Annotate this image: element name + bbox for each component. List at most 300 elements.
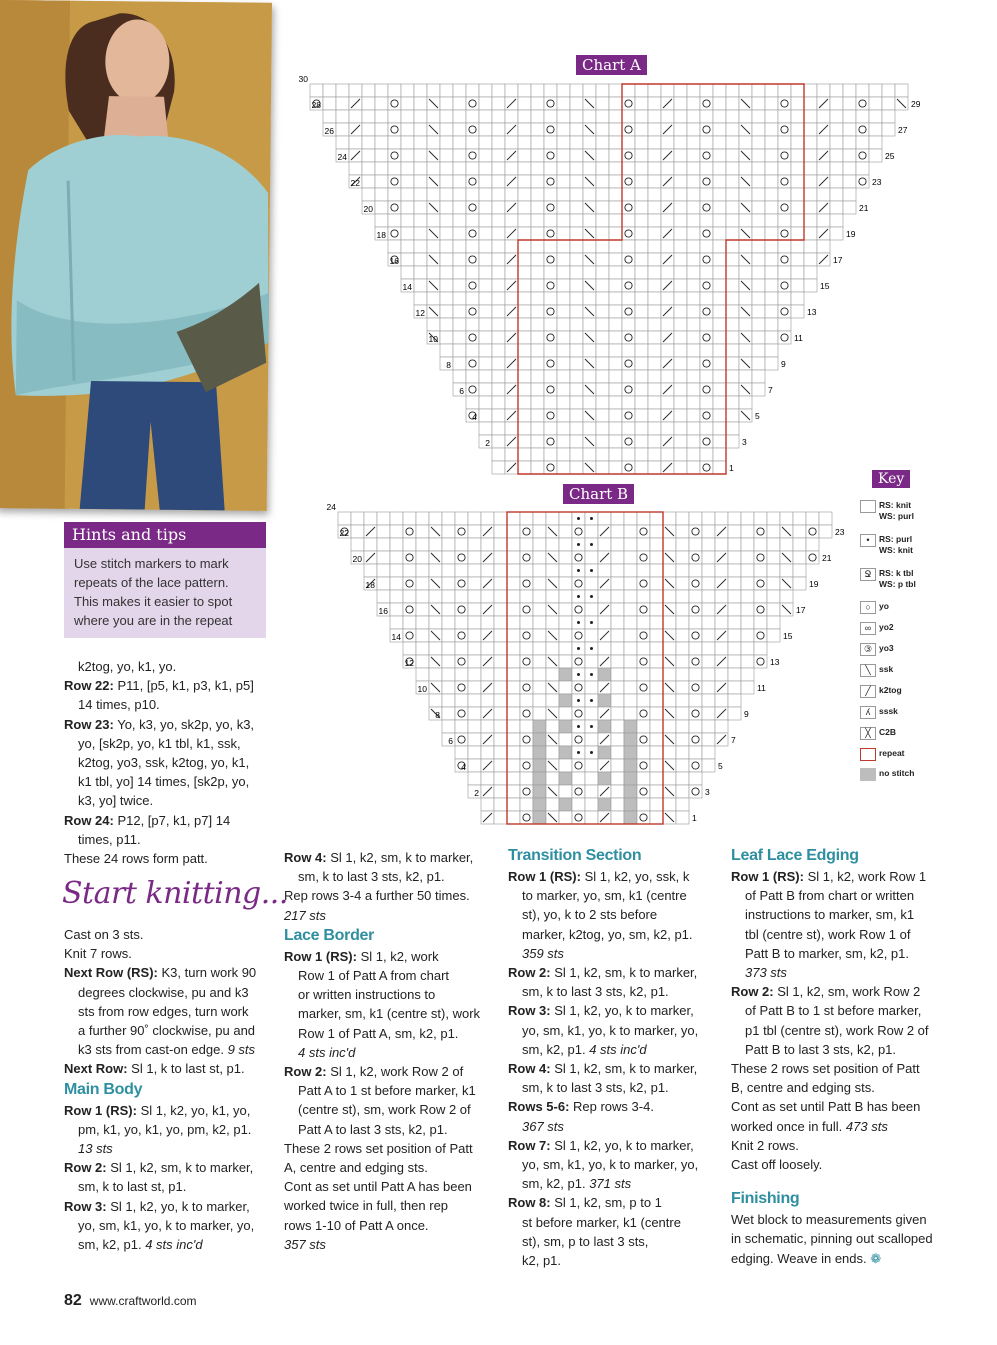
chart-cell: [507, 681, 520, 694]
chart-cell: [635, 214, 648, 227]
chart-cell: [767, 616, 780, 629]
chart-cell: [544, 370, 557, 383]
chart-cell: [583, 240, 596, 253]
text-line: worked twice in full, then rep: [284, 1198, 449, 1214]
chart-cell: [663, 538, 676, 551]
chart-cell: [689, 655, 702, 668]
chart-cell: [819, 512, 832, 525]
chart-cell: [416, 603, 429, 616]
chart-cell: [752, 357, 765, 370]
chart-cell: [598, 616, 611, 629]
chart-cell: [765, 214, 778, 227]
chart-cell: [507, 746, 520, 759]
chart-cell: [479, 175, 492, 188]
text-line: tbl (centre st), work Row 1 of: [745, 926, 911, 942]
chart-cell: [843, 149, 856, 162]
chart-cell: [390, 538, 403, 551]
chart-cell: [494, 668, 507, 681]
chart-cell: [609, 149, 622, 162]
chart-cell: [570, 123, 583, 136]
chart-cell: [648, 461, 661, 474]
chart-cell: [728, 603, 741, 616]
chart-cell: [713, 123, 726, 136]
row-number: 24: [326, 502, 336, 512]
chart-cell: [752, 331, 765, 344]
chart-cell: [700, 448, 713, 461]
row-number: 16: [378, 606, 388, 616]
row-label: Next Row:: [64, 1061, 128, 1077]
chart-cell: [388, 97, 401, 110]
chart-cell: [466, 227, 479, 240]
row-label: Row 22:: [64, 678, 114, 694]
chart-cell: [661, 448, 674, 461]
chart-cell: [559, 603, 572, 616]
chart-cell: [440, 97, 453, 110]
chart-cell: [754, 603, 767, 616]
chart-cell: [676, 629, 689, 642]
yarn-ball-icon: ❁: [870, 1250, 882, 1266]
chart-cell: [778, 84, 791, 97]
chart-cell: [507, 538, 520, 551]
chart-cell: [442, 603, 455, 616]
chart-cell: [401, 162, 414, 175]
chart-cell: [804, 136, 817, 149]
chart-cell: [830, 227, 843, 240]
chart-cell: [726, 227, 739, 240]
chart-cell: [596, 383, 609, 396]
row-number: 1: [692, 813, 697, 823]
chart-cell: [687, 123, 700, 136]
row-number: 23: [872, 177, 882, 187]
chart-cell: [414, 110, 427, 123]
chart-cell: [726, 97, 739, 110]
chart-cell: [375, 123, 388, 136]
chart-cell: [494, 759, 507, 772]
chart-cell: [635, 240, 648, 253]
chart-cell: [830, 175, 843, 188]
chart-cell: [726, 305, 739, 318]
chart-cell: [559, 564, 572, 577]
chart-cell: [754, 564, 767, 577]
chart-cell: [453, 84, 466, 97]
chart-cell: [518, 110, 531, 123]
chart-cell: [856, 162, 869, 175]
chart-cell: [544, 435, 557, 448]
chart-cell: [440, 149, 453, 162]
hints-title: Hints and tips: [64, 522, 266, 548]
chart-cell: [492, 318, 505, 331]
chart-cell: [676, 616, 689, 629]
chart-cell: [648, 318, 661, 331]
chart-cell: [687, 292, 700, 305]
row-number: 22: [339, 528, 349, 538]
chart-cell: [687, 435, 700, 448]
chart-cell: [676, 798, 689, 811]
chart-cell: [663, 746, 676, 759]
chart-cell: [687, 253, 700, 266]
chart-cell: [624, 551, 637, 564]
chart-cell: [507, 564, 520, 577]
chart-cell: [466, 149, 479, 162]
chart-cell: [585, 629, 598, 642]
chart-cell: [570, 279, 583, 292]
chart-cell: [648, 279, 661, 292]
chart-cell: [310, 84, 323, 97]
chart-cell: [336, 84, 349, 97]
chart-cell: [440, 136, 453, 149]
text-line: or written instructions to: [298, 987, 436, 1003]
chart-cell: [791, 84, 804, 97]
chart-cell: [403, 590, 416, 603]
chart-cell: [648, 201, 661, 214]
chart-cell: [687, 461, 700, 474]
row-label: Row 2:: [64, 1160, 107, 1176]
chart-cell: [479, 344, 492, 357]
chart-cell: [531, 97, 544, 110]
text-line: pm, k1, yo, k1, yo, pm, k2, p1.: [78, 1121, 252, 1137]
chart-cell: [689, 590, 702, 603]
chart-cell: [637, 746, 650, 759]
chart-cell: [466, 97, 479, 110]
chart-cell: [453, 201, 466, 214]
chart-cell: [713, 136, 726, 149]
chart-cell: [520, 642, 533, 655]
chart-cell: [479, 214, 492, 227]
row-number: 30: [298, 74, 308, 84]
chart-cell: [728, 655, 741, 668]
stitch-count: 217 sts: [284, 907, 326, 923]
row-label: Row 3:: [508, 1003, 551, 1019]
chart-cell: [466, 162, 479, 175]
chart-cell: [702, 551, 715, 564]
chart-cell: [401, 110, 414, 123]
chart-cell: [557, 227, 570, 240]
chart-cell: [635, 435, 648, 448]
chart-cell: [481, 746, 494, 759]
chart-cell: [713, 149, 726, 162]
stitch-count: 473 sts: [845, 1118, 888, 1134]
chart-cell: [440, 201, 453, 214]
chart-cell: [596, 266, 609, 279]
chart-cell: [648, 188, 661, 201]
chart-cell: [856, 97, 869, 110]
chart-cell: [754, 551, 767, 564]
chart-cell: [689, 694, 702, 707]
chart-cell: [882, 110, 895, 123]
chart-cell: [546, 694, 559, 707]
chart-cell: [440, 305, 453, 318]
chart-cell: [689, 668, 702, 681]
row-label: Row 23:: [64, 716, 114, 732]
chart-cell: [466, 370, 479, 383]
chart-cell: [557, 357, 570, 370]
column-1-cont: [64, 925, 274, 1254]
transition-section-heading: Transition Section: [508, 847, 642, 864]
row-label: Rows 5-6:: [508, 1099, 570, 1115]
stitch-count: 373 sts: [745, 965, 787, 981]
chart-cell: [609, 175, 622, 188]
chart-cell: [635, 201, 648, 214]
purl-mark: [590, 569, 593, 572]
chart-cell: [728, 577, 741, 590]
chart-cell: [713, 162, 726, 175]
chart-cell: [492, 84, 505, 97]
chart-cell: [518, 123, 531, 136]
chart-cell: [791, 110, 804, 123]
text-line: k2, p1.: [522, 1253, 562, 1269]
chart-cell: [676, 525, 689, 538]
text-line: instructions to marker, sm, k1: [745, 907, 915, 923]
chart-cell: [494, 603, 507, 616]
chart-cell: [728, 525, 741, 538]
row-number: 3: [742, 437, 747, 447]
chart-cell: [728, 551, 741, 564]
text-line: times, p11.: [78, 831, 141, 847]
chart-cell: [401, 188, 414, 201]
chart-cell: [752, 279, 765, 292]
chart-cell: [583, 292, 596, 305]
chart-cell: [754, 655, 767, 668]
chart-cell: [544, 175, 557, 188]
chart-cell: [518, 435, 531, 448]
row-number: 7: [768, 385, 773, 395]
chart-cell: [635, 162, 648, 175]
chart-cell: [752, 305, 765, 318]
chart-cell: [700, 123, 713, 136]
chart-cell: [765, 201, 778, 214]
chart-cell: [819, 525, 832, 538]
chart-cell: [713, 175, 726, 188]
chart-cell: [596, 409, 609, 422]
text-line: st before marker, k1 (centre: [522, 1214, 681, 1230]
chart-cell: [700, 175, 713, 188]
chart-cell: [702, 577, 715, 590]
chart-cell: [518, 266, 531, 279]
chart-cell: [414, 97, 427, 110]
chart-cell: [793, 551, 806, 564]
chart-cell: [674, 448, 687, 461]
chart-cell: [728, 538, 741, 551]
chart-cell: [637, 564, 650, 577]
chart-cell: [741, 603, 754, 616]
key-label: RS: k tbl WS: p tbl: [879, 568, 916, 589]
chart-cell: [611, 772, 624, 785]
chart-cell: [466, 396, 479, 409]
row-number: 2: [474, 788, 479, 798]
chart-cell: [856, 123, 869, 136]
chart-cell: [661, 214, 674, 227]
chart-cell: [622, 409, 635, 422]
chart-cell: [661, 266, 674, 279]
row-number: 17: [796, 605, 806, 615]
chart-cell: [401, 201, 414, 214]
chart-cell: [403, 642, 416, 655]
chart-cell: [702, 720, 715, 733]
purl-mark: [577, 569, 580, 572]
chart-cell: [585, 798, 598, 811]
chart-cell: [598, 512, 611, 525]
chart-cell: [598, 694, 611, 707]
chart-cell: [687, 422, 700, 435]
chart-cell: [518, 344, 531, 357]
chart-cell: [650, 759, 663, 772]
key-label: sssk: [879, 706, 898, 716]
chart-cell: [468, 694, 481, 707]
stitch-count: 367 sts: [522, 1118, 564, 1134]
chart-cell: [609, 188, 622, 201]
chart-cell: [427, 110, 440, 123]
chart-cell: [624, 707, 637, 720]
chart-cell: [622, 188, 635, 201]
chart-cell: [596, 175, 609, 188]
row-number: 1: [729, 463, 734, 473]
chart-cell: [715, 616, 728, 629]
purl-mark: [590, 621, 593, 624]
chart-cell: [494, 785, 507, 798]
chart-cell: [557, 396, 570, 409]
chart-cell: [791, 227, 804, 240]
chart-cell: [609, 318, 622, 331]
stitch-count: 4 sts inc'd: [145, 1237, 203, 1253]
chart-cell: [611, 707, 624, 720]
chart-cell: [596, 123, 609, 136]
chart-cell: [791, 123, 804, 136]
hints-box: [64, 522, 266, 638]
chart-cell: [492, 396, 505, 409]
chart-cell: [455, 564, 468, 577]
text-line: yo, [sk2p, yo, k1 tbl, k1, ssk,: [78, 735, 241, 751]
chart-cell: [520, 811, 533, 824]
chart-cell: [830, 110, 843, 123]
chart-cell: [557, 318, 570, 331]
chart-cell: [765, 84, 778, 97]
chart-cell: [557, 240, 570, 253]
chart-cell: [559, 785, 572, 798]
chart-cell: [388, 136, 401, 149]
chart-cell: [557, 279, 570, 292]
chart-cell: [377, 551, 390, 564]
chart-cell: [637, 590, 650, 603]
chart-cell: [843, 84, 856, 97]
text-line: Patt B to marker, sm, k2, p1.: [745, 945, 910, 961]
chart-cell: [765, 136, 778, 149]
chart-cell: [596, 97, 609, 110]
chart-cell: [414, 279, 427, 292]
row-label: Row 24:: [64, 812, 114, 828]
chart-cell: [351, 525, 364, 538]
chart-cell: [624, 616, 637, 629]
chart-cell: [674, 162, 687, 175]
chart-cell: [637, 538, 650, 551]
chart-cell: [479, 227, 492, 240]
chart-cell: [648, 136, 661, 149]
chart-cell: [533, 811, 546, 824]
chart-cell: [700, 305, 713, 318]
chart-cell: [544, 266, 557, 279]
chart-cell: [507, 811, 520, 824]
chart-cell: [728, 694, 741, 707]
chart-cell: [687, 110, 700, 123]
chart-cell: [622, 396, 635, 409]
chart-cell: [414, 149, 427, 162]
stitch-count: 4 sts inc'd: [298, 1044, 356, 1060]
chart-cell: [635, 422, 648, 435]
chart-cell: [338, 512, 351, 525]
row-label: Row 7:: [508, 1137, 551, 1153]
chart-cell: [481, 694, 494, 707]
chart-cell: [700, 240, 713, 253]
chart-cell: [481, 590, 494, 603]
chart-cell: [856, 149, 869, 162]
chart-cell: [546, 668, 559, 681]
chart-cell: [674, 123, 687, 136]
chart-cell: [533, 590, 546, 603]
text: sm, k2, p1.: [522, 1176, 590, 1192]
chart-cell: [635, 188, 648, 201]
chart-cell: [557, 435, 570, 448]
chart-cell: [442, 629, 455, 642]
chart-cell: [544, 396, 557, 409]
chart-cell: [596, 240, 609, 253]
chart-cell: [715, 564, 728, 577]
chart-cell: [544, 461, 557, 474]
text: Sl 1, k2, sm, work Row 2: [773, 984, 921, 1000]
chart-cell: [674, 266, 687, 279]
key-label: yo3: [879, 643, 894, 653]
row-number: 9: [781, 359, 786, 369]
chart-cell: [518, 162, 531, 175]
chart-cell: [557, 461, 570, 474]
chart-cell: [728, 590, 741, 603]
chart-cell: [414, 162, 427, 175]
chart-cell: [349, 136, 362, 149]
chart-cell: [713, 188, 726, 201]
chart-cell: [793, 564, 806, 577]
key-label: ssk: [879, 664, 894, 674]
chart-cell: [507, 603, 520, 616]
chart-cell: [609, 227, 622, 240]
chart-cell: [557, 201, 570, 214]
chart-cell: [401, 84, 414, 97]
row-number: 15: [820, 281, 830, 291]
chart-cell: [611, 525, 624, 538]
chart-cell: [559, 629, 572, 642]
chart-cell: [804, 253, 817, 266]
chart-cell: [518, 331, 531, 344]
chart-cell: [700, 331, 713, 344]
chart-cell: [414, 266, 427, 279]
chart-cell: [570, 396, 583, 409]
chart-cell: [741, 590, 754, 603]
chart-cell: [624, 538, 637, 551]
row-number: 6: [459, 386, 464, 396]
chart-cell: [635, 331, 648, 344]
chart-cell: [492, 279, 505, 292]
chart-cell: [533, 798, 546, 811]
row-number: 5: [718, 761, 723, 771]
row-number: 2: [485, 438, 490, 448]
chart-cell: [596, 136, 609, 149]
chart-cell: [635, 149, 648, 162]
row-number: 8: [435, 710, 440, 720]
chart-cell: [559, 798, 572, 811]
chart-cell: [674, 201, 687, 214]
chart-cell: [765, 279, 778, 292]
chart-cell: [481, 720, 494, 733]
text-line: st), sm, p to last 3 sts,: [522, 1233, 649, 1249]
chart-cell: [401, 227, 414, 240]
chart-cell: [531, 383, 544, 396]
